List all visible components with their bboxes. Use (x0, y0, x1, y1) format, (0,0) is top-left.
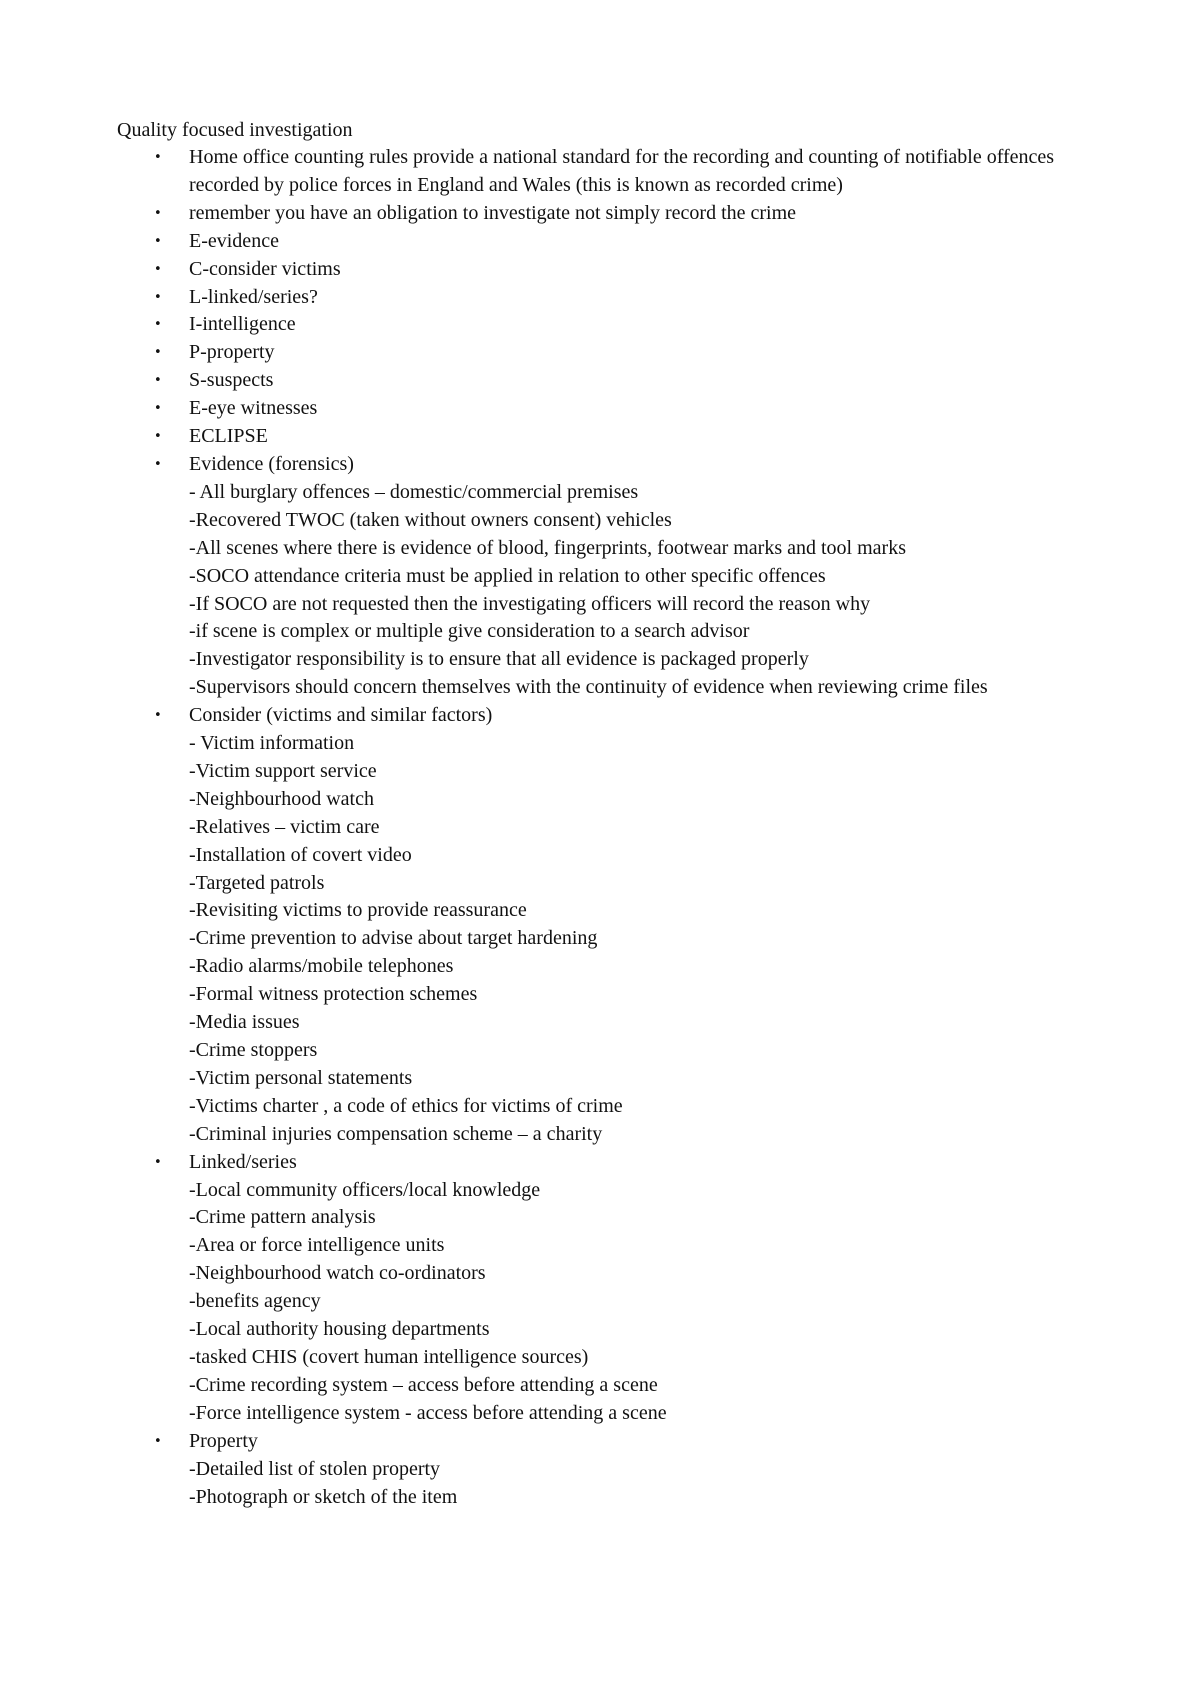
sub-point: - All burglary offences – domestic/commercial premises (189, 480, 639, 503)
bullet-icon: • (154, 456, 162, 472)
bullet-text: Home office counting rules provide a national standard for the recording and counting of notifiable offences recorded by police forces in England and Wales (this is known as recorded crime) (189, 146, 1055, 196)
sub-point: -Crime recording system – access before attending a scene (189, 1373, 658, 1396)
sub-point: -Neighbourhood watch (189, 787, 374, 810)
bullet-text: I-intelligence (189, 313, 296, 336)
bullet-item (0, 256, 1069, 284)
sub-point: -Criminal injuries compensation scheme – a charity (189, 1122, 603, 1145)
bullet-text: L-linked/series? (189, 285, 318, 308)
bullet-item (0, 395, 1069, 423)
bullet-icon: • (154, 345, 162, 361)
bullet-icon: • (154, 1154, 162, 1170)
bullet-text: P-property (189, 341, 275, 364)
bullet-item (0, 311, 1069, 339)
bullet-item (0, 1149, 1069, 1428)
bullet-icon: • (154, 261, 162, 277)
bullet-item (0, 284, 1069, 312)
bullet-icon: • (154, 1433, 162, 1449)
bullet-item (0, 144, 1069, 200)
sub-point: -Victim personal statements (189, 1066, 413, 1089)
sub-point: -Detailed list of stolen property (189, 1457, 441, 1480)
bullet-item (0, 339, 1069, 367)
sub-point: -If SOCO are not requested then the investigating officers will record the reason why (189, 592, 871, 615)
bullet-icon: • (154, 317, 162, 333)
bullet-icon: • (154, 373, 162, 389)
sub-point: -Local community officers/local knowledge (189, 1178, 541, 1201)
bullet-text: Evidence (forensics) (189, 452, 354, 475)
bullet-text: Consider (victims and similar factors) (189, 704, 493, 727)
sub-point: - Victim information (189, 732, 355, 755)
bullet-text: Linked/series (189, 1150, 297, 1173)
sub-point: -Victims charter , a code of ethics for victims of crime (189, 1094, 623, 1117)
bullet-text: remember you have an obligation to investigate not simply record the crime (189, 201, 797, 224)
sub-point: -Revisiting victims to provide reassurance (189, 899, 527, 922)
bullet-icon: • (154, 708, 162, 724)
bullet-item (0, 367, 1069, 395)
sub-point: -if scene is complex or multiple give consideration to a search advisor (189, 620, 750, 643)
bullet-icon: • (154, 233, 162, 249)
sub-point: -Installation of covert video (189, 843, 412, 866)
sub-point: -Local authority housing departments (189, 1318, 490, 1341)
sub-point: -Area or force intelligence units (189, 1234, 445, 1257)
sub-point: -Crime pattern analysis (189, 1206, 376, 1229)
sub-point: -Relatives – victim care (189, 815, 380, 838)
sub-point-list (189, 730, 1069, 1149)
bullet-text: E-eye witnesses (189, 397, 318, 420)
sub-point: -Formal witness protection schemes (189, 983, 478, 1006)
bullet-text: S-suspects (189, 369, 274, 392)
sub-point: -Force intelligence system - access before attending a scene (189, 1401, 667, 1424)
sub-point: -Recovered TWOC (taken without owners consent) vehicles (189, 508, 672, 531)
sub-point: -SOCO attendance criteria must be applied in relation to other specific offences (189, 564, 826, 587)
sub-point: -Neighbourhood watch co-ordinators (189, 1262, 486, 1285)
bullet-list (0, 144, 1200, 1511)
bullet-icon: • (154, 205, 162, 221)
sub-point: -Crime prevention to advise about target hardening (189, 927, 598, 950)
bullet-text: C-consider victims (189, 257, 341, 280)
bullet-item (0, 1428, 1069, 1512)
sub-point: -Crime stoppers (189, 1039, 318, 1061)
bullet-item (0, 200, 1069, 228)
bullet-item (0, 423, 1069, 451)
bullet-icon: • (154, 150, 162, 165)
bullet-text: E-evidence (189, 229, 279, 252)
sub-point-list (189, 1177, 1069, 1428)
document-title: Quality focused investigation (117, 119, 353, 141)
sub-point: -Targeted patrols (189, 871, 325, 894)
sub-point: -tasked CHIS (covert human intelligence sources) (189, 1345, 589, 1368)
bullet-icon: • (154, 289, 162, 305)
sub-point: -All scenes where there is evidence of blood, fingerprints, footwear marks and tool marks (189, 536, 906, 559)
bullet-item (0, 228, 1069, 256)
sub-point: -Media issues (189, 1011, 300, 1034)
sub-point: -Supervisors should concern themselves with the continuity of evidence when reviewing crime files (189, 676, 988, 699)
sub-point: -benefits agency (189, 1290, 321, 1313)
sub-point: -Victim support service (189, 759, 377, 782)
bullet-item (0, 702, 1069, 1149)
sub-point-list (189, 1456, 1069, 1512)
bullet-item (0, 451, 1069, 702)
sub-point: -Investigator responsibility is to ensure that all evidence is packaged properly (189, 648, 809, 671)
bullet-icon: • (154, 401, 162, 417)
bullet-text: Property (189, 1429, 258, 1452)
sub-point: -Photograph or sketch of the item (189, 1485, 458, 1508)
sub-point: -Radio alarms/mobile telephones (189, 955, 454, 978)
bullet-text: ECLIPSE (189, 425, 268, 448)
bullet-icon: • (154, 429, 162, 445)
sub-point-list (189, 479, 1069, 702)
